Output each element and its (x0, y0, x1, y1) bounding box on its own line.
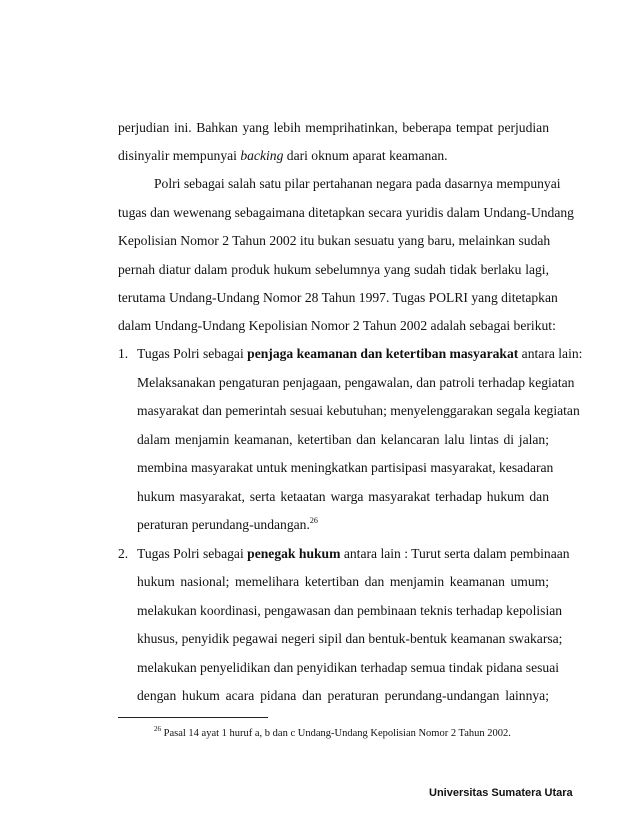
list-item-line: khusus, penyidik pegawai negeri sipil dan bentuk-bentuk keamanan swakarsa; (137, 631, 563, 646)
list-item-line: membina masyarakat untuk meningkatkan partisipasi masyarakat, kesadaran (137, 460, 554, 475)
text-span: peraturan perundang-undangan. (137, 517, 310, 532)
list-item-line: hukum masyarakat, serta ketaatan warga masyarakat terhadap hukum dan (137, 489, 549, 504)
text-span: disinyalir mempunyai (118, 148, 241, 163)
footnote-text: Pasal 14 ayat 1 huruf a, b dan c Undang-Undang Kepolisian Nomor 2 Tahun 2002. (161, 728, 511, 739)
italic-term: backing (240, 148, 284, 163)
text-span: antara lain: (518, 346, 583, 361)
text-span: Tugas Polri sebagai (137, 546, 248, 561)
list-item-line: masyarakat dan pemerintah sesuai kebutuhan; menyelenggarakan segala kegiatan (137, 403, 580, 418)
paragraph-line: perjudian ini. Bahkan yang lebih memprihatinkan, beberapa tempat perjudian (118, 120, 549, 135)
paragraph-line: tugas dan wewenang sebagaimana ditetapkan secara yuridis dalam Undang-Undang (118, 205, 574, 220)
paragraph-line: dalam Undang-Undang Kepolisian Nomor 2 Tahun 2002 adalah sebagai berikut: (118, 318, 556, 333)
list-item-line (137, 516, 549, 534)
footnote (154, 727, 511, 741)
paragraph-first-line: Polri sebagai salah satu pilar pertahanan negara pada dasarnya mempunyai (154, 176, 561, 191)
list-item-line (137, 345, 583, 363)
footnote-number: 26 (154, 725, 161, 733)
list-item-line: Melaksanakan pengaturan penjagaan, pengawalan, dan patroli terhadap kegiatan (137, 375, 575, 390)
paragraph-line: terutama Undang-Undang Nomor 28 Tahun 1997. Tugas POLRI yang ditetapkan (118, 290, 558, 305)
university-footer: Universitas Sumatera Utara (429, 787, 573, 799)
paragraph-line (118, 147, 549, 165)
list-number: 1. (118, 346, 129, 361)
list-item-line: dengan hukum acara pidana dan peraturan perundang-undangan lainnya; (137, 688, 549, 703)
bold-term: penegak hukum (247, 546, 341, 561)
list-item-line (137, 545, 570, 563)
text-span: dari oknum aparat keamanan. (283, 148, 448, 163)
paragraph-line: pernah diatur dalam produk hukum sebelumnya yang sudah tidak berlaku lagi, (118, 262, 549, 277)
text-span: Tugas Polri sebagai (137, 346, 248, 361)
text-span: antara lain : Turut serta dalam pembinaan (340, 546, 570, 561)
footnote-divider (118, 717, 268, 718)
list-number: 2. (118, 546, 129, 561)
bold-term: penjaga keamanan dan ketertiban masyarakat (247, 346, 519, 361)
list-item-line: melakukan koordinasi, pengawasan dan pembinaan teknis terhadap kepolisian (137, 603, 563, 618)
paragraph-line: Kepolisian Nomor 2 Tahun 2002 itu bukan sesuatu yang baru, melainkan sudah (118, 233, 551, 248)
footnote-reference[interactable]: 26 (309, 516, 318, 525)
list-item-line: hukum nasional; memelihara ketertiban dan menjamin keamanan umum; (137, 574, 549, 589)
list-item-line: melakukan penyelidikan dan penyidikan terhadap semua tindak pidana sesuai (137, 660, 560, 675)
list-item-line: dalam menjamin keamanan, ketertiban dan kelancaran lalu lintas di jalan; (137, 432, 549, 447)
